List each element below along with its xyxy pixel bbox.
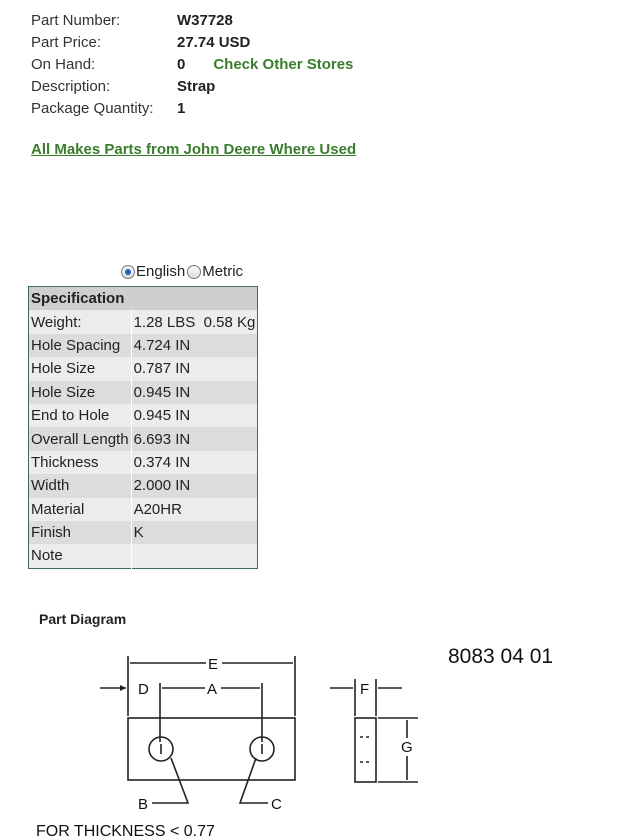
description-label: Description:	[31, 77, 111, 95]
metric-label[interactable]: Metric	[202, 263, 244, 280]
spec-header-row	[29, 287, 258, 311]
table-row	[29, 474, 258, 497]
table-row	[29, 427, 258, 450]
spec-label: Hole Size	[29, 357, 132, 380]
spec-label: Overall Length	[29, 427, 132, 450]
part-diagram-title: Part Diagram	[39, 611, 127, 627]
spec-label: End to Hole	[29, 404, 132, 427]
description-value: Strap	[177, 77, 216, 95]
spec-label: Weight:	[29, 310, 132, 333]
part-info	[31, 9, 353, 119]
package-quantity-value: 1	[177, 99, 186, 117]
spec-label: Width	[29, 474, 132, 497]
table-row	[29, 498, 258, 521]
strap-body	[128, 718, 295, 780]
part-price-row	[31, 31, 353, 53]
table-row	[29, 404, 258, 427]
label-b: B	[138, 796, 149, 813]
spec-value: 4.724 IN	[131, 334, 258, 357]
spec-value: 0.787 IN	[131, 357, 258, 380]
english-radio[interactable]	[121, 265, 135, 279]
label-g: G	[401, 739, 413, 756]
spec-value: 0.374 IN	[131, 451, 258, 474]
part-price-value: 27.74 USD	[177, 33, 251, 51]
spec-header: Specification	[29, 287, 258, 311]
part-diagram	[0, 640, 627, 836]
where-used-link[interactable]: All Makes Parts from John Deere Where Used	[31, 141, 357, 158]
package-quantity-label: Package Quantity:	[31, 99, 154, 117]
table-row	[29, 334, 258, 357]
part-price-label: Part Price:	[31, 33, 102, 51]
table-row	[29, 357, 258, 380]
diagram-footnote: FOR THICKNESS < 0.77	[36, 823, 215, 836]
label-a: A	[207, 681, 218, 698]
label-d: D	[138, 681, 149, 698]
part-number-row	[31, 9, 353, 31]
unit-toggle	[121, 263, 243, 280]
spec-value: 0.945 IN	[131, 381, 258, 404]
check-other-stores-link[interactable]: Check Other Stores	[213, 55, 354, 73]
spec-label: Hole Size	[29, 381, 132, 404]
spec-label: Note	[29, 544, 132, 568]
table-row	[29, 451, 258, 474]
spec-value: 1.28 LBS 0.58 Kg	[131, 310, 258, 333]
side-view-body	[355, 718, 376, 782]
table-row	[29, 544, 258, 568]
table-row	[29, 381, 258, 404]
spec-value: 0.945 IN	[131, 404, 258, 427]
spec-value: K	[131, 521, 258, 544]
on-hand-row	[31, 53, 353, 75]
on-hand-value: 0	[177, 55, 186, 73]
description-row	[31, 75, 353, 97]
spec-label: Material	[29, 498, 132, 521]
spec-label: Hole Spacing	[29, 334, 132, 357]
english-label[interactable]: English	[136, 263, 186, 280]
spec-value: 2.000 IN	[131, 474, 258, 497]
table-row	[29, 521, 258, 544]
label-e: E	[208, 656, 219, 673]
label-c: C	[271, 796, 282, 813]
spec-label: Finish	[29, 521, 132, 544]
specification-table	[28, 286, 258, 569]
label-f: F	[360, 681, 370, 698]
on-hand-label: On Hand:	[31, 55, 96, 73]
spec-value: A20HR	[131, 498, 258, 521]
package-quantity-row	[31, 97, 353, 119]
metric-radio[interactable]	[187, 265, 201, 279]
spec-value: 6.693 IN	[131, 427, 258, 450]
spec-label: Thickness	[29, 451, 132, 474]
diagram-code: 8083 04 01	[448, 645, 554, 668]
d-arrowhead	[120, 685, 126, 691]
spec-value	[131, 544, 258, 568]
table-row	[29, 310, 258, 333]
part-number-label: Part Number:	[31, 11, 121, 29]
part-number-value: W37728	[177, 11, 233, 29]
